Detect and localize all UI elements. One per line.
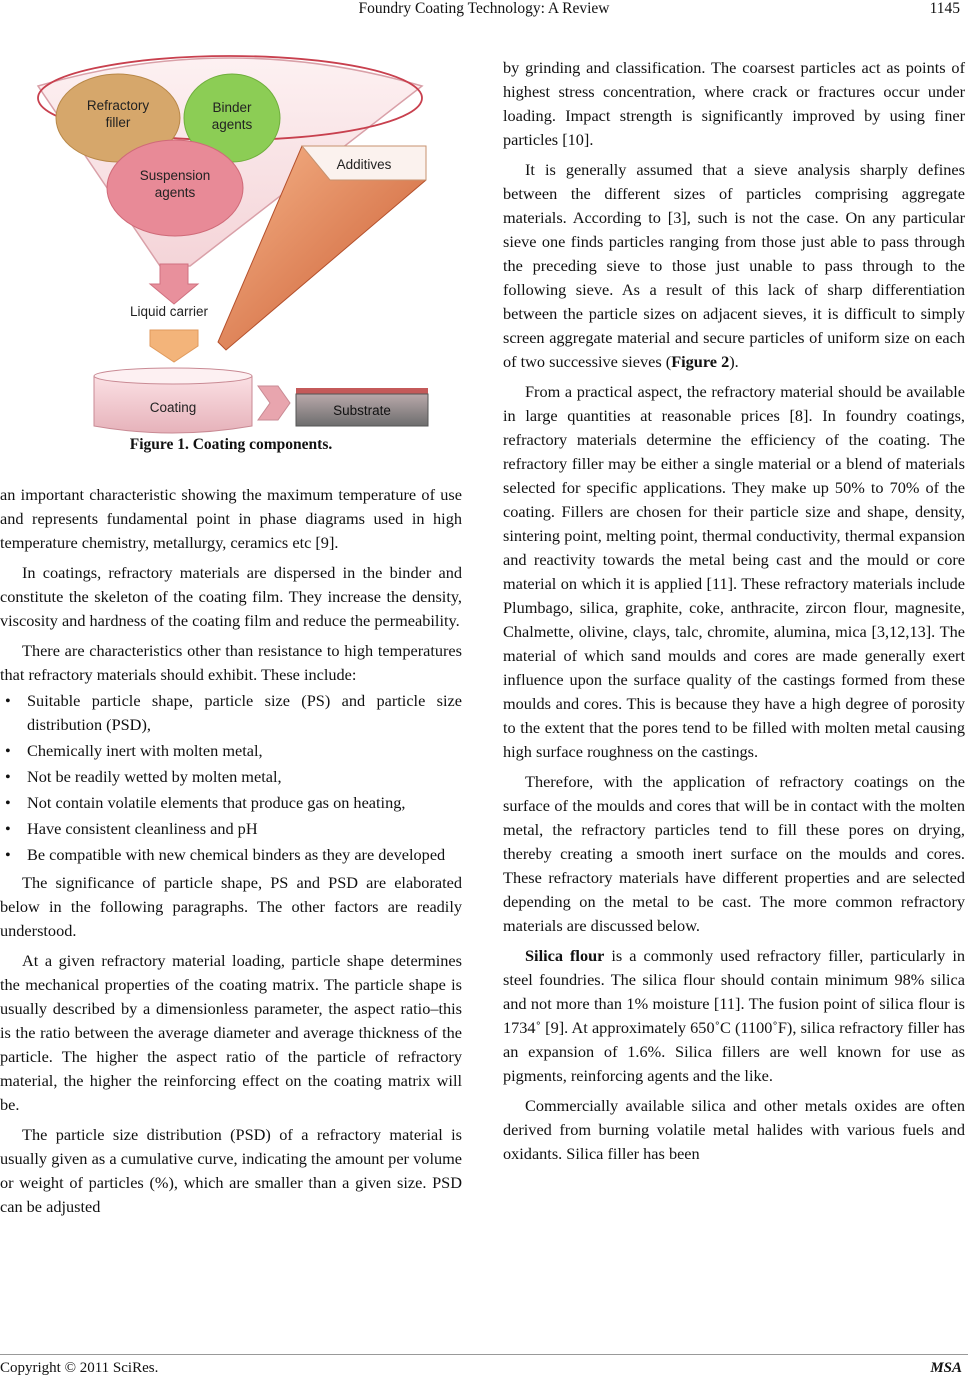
- substrate-label: Substrate: [333, 403, 391, 418]
- journal-abbreviation: MSA: [930, 1360, 962, 1376]
- right-paragraph-4: Therefore, with the application of refractory coatings on the surface of the moulds and cores that will be in contact with the molten metal, the refractory particles tend to fill these pores on drying, thereby creating a smooth inert surface on the moulds and cores. These refractory materials have different properties and are selected depending on the metal to be cast. The more common refractory materials are discussed below.: [503, 772, 965, 935]
- binder-label-line1: Binder: [212, 100, 252, 115]
- silica-flour-term: Silica flour: [525, 946, 605, 965]
- bullet-icon: •: [5, 845, 11, 864]
- figure-coating-components: [30, 38, 440, 436]
- copyright-notice: Copyright © 2011 SciRes.: [0, 1360, 159, 1376]
- left-column: [0, 483, 462, 1219]
- svg-text:Refractory: [87, 98, 150, 113]
- running-title: Foundry Coating Technology: A Review: [358, 0, 610, 17]
- right-column: [503, 56, 965, 1166]
- svg-text:agents: [212, 117, 253, 132]
- right-paragraph-2: It is generally assumed that a sieve analysis sharply defines between the different sizes of particles comprising aggregate materials. According to [3], such is not the case. On any particular sieve one finds particles ranging from those just able to pass through the preceding sieve to those just unable to pass through to the following sieve. As a result of this lack of sharp differentiation between the particle sizes on adjacent sieves, it is difficult to simply screen aggregate material and secure particles of uniform size on each of two successive sieves (Figure 2).: [503, 160, 965, 371]
- left-paragraph-2: In coatings, refractory materials are dispersed in the binder and constitute the skeleton of the coating film. They increase the density, viscosity and hardness of the coating film and reduce the permeability.: [0, 563, 462, 630]
- coating-label: Coating: [149, 400, 197, 415]
- right-paragraph-1: by grinding and classification. The coarsest particles act as points of highest stress concentration, where crack or fractures occur under loading. Impact strength is significantly improved by using finer particles [10].: [503, 58, 965, 149]
- right-paragraph-6: Commercially available silica and other metals oxides are often derived from burning volatile metal halides with various fuels and oxidants. Silica filler has been: [503, 1096, 965, 1163]
- list-item: • Suitable particle shape, particle size (PS) and particle size distribution (PSD),: [5, 691, 462, 734]
- right-paragraph-3: From a practical aspect, the refractory material should be available in large quantities at reasonable prices [8]. In foundry coatings, refractory materials determine the efficiency of the coating. The refractory filler may be either a single material or a blend of materials selected for specific applications. They make up 50% to 70% of the coating. Fillers are chosen for their particle size and shape, density, sintering point, melting point, thermal conductivity, thermal expansion and reactivity towards the metal being cast and the mould or core material on which it is applied [11]. These refractory materials include Plumbago, silica, graphite, coke, anthracite, zircon flour, magnesite, Chalmette, olivine, clays, talc, chromite, alumina, mica [3,12,13]. The material of which sand moulds and cores are made generally exert influence upon the surface quality of the castings formed from these moulds and cores. This is because they have a high degree of porosity to the extent that the pores tend to be filled with molten metal causing high surface roughness on the castings.: [503, 382, 965, 761]
- list-item: • Have consistent cleanliness and pH: [0, 817, 462, 841]
- list-item: • Not be readily wetted by molten metal,: [0, 765, 462, 789]
- bullet-icon: •: [5, 793, 11, 812]
- right-arrow: [258, 386, 290, 420]
- refractory-label-line1: Refractory: [86, 98, 150, 113]
- page-header: [0, 0, 968, 30]
- left-paragraph-1: an important characteristic showing the maximum temperature of use and represents fundamental point in phase diagrams used in high temperature chemistry, metallurgy, ceramics etc [9].: [0, 485, 462, 552]
- suspension-label-line2: agents: [154, 185, 196, 200]
- bullet-icon: •: [5, 819, 11, 838]
- bullet-icon: •: [5, 767, 11, 786]
- figure-2-reference[interactable]: Figure 2: [671, 352, 730, 371]
- list-item: • Not contain volatile elements that produce gas on heating,: [0, 791, 462, 815]
- refractory-characteristics-list: [0, 689, 462, 867]
- refractory-label-line2: filler: [105, 115, 131, 130]
- right-paragraph-5: Silica flour is a commonly used refractory filler, particularly in steel foundries. The silica flour should contain minimum 98% silica and not more than 1% moisture [11]. The fusion point of silica flour is 1734˚ [9]. At approximately 650˚C (1100˚F), silica refractory filler has an expansion of 1.6%. Silica fillers are well known for use as pigments, reinforcing agents and the like.: [503, 946, 965, 1085]
- bullet-icon: •: [5, 741, 11, 760]
- additives-label: Additives: [336, 157, 392, 172]
- left-paragraph-6: The particle size distribution (PSD) of a refractory material is usually given as a cumulative curve, indicating the amount per volume or weight of particles (%), which are smaller than a given size. PSD can be adjusted: [0, 1125, 462, 1216]
- svg-text:Suspension: [140, 168, 211, 183]
- list-item: • Chemically inert with molten metal,: [0, 739, 462, 763]
- svg-text:Binder: [212, 100, 252, 115]
- bullet-icon: •: [5, 691, 11, 710]
- suspension-label-line1: Suspension: [139, 168, 211, 183]
- left-paragraph-4: The significance of particle shape, PS and PSD are elaborated below in the following paragraphs. The other factors are readily understood.: [0, 873, 462, 940]
- coating-components-diagram: [30, 38, 440, 436]
- binder-label-line2: agents: [211, 117, 253, 132]
- liquid-carrier-label: Liquid carrier: [130, 304, 209, 319]
- down-arrow-2: [150, 330, 198, 362]
- left-paragraph-5: At a given refractory material loading, particle shape determines the mechanical properties of the coating matrix. The particle shape is usually described by a dimensionless parameter, the aspect ratio–this is the ratio between the average diameter and average thickness of the particle. The higher the aspect ratio of the particle of refractory material, the higher the reinforcing effect on the coating matrix will be.: [0, 951, 462, 1114]
- footer-divider: [0, 1354, 968, 1355]
- down-arrow-1: [150, 264, 198, 304]
- left-paragraph-3: There are characteristics other than resistance to high temperatures that refractory materials should exhibit. These include:: [0, 641, 462, 684]
- svg-text:agents: [155, 185, 196, 200]
- svg-text:filler: [106, 115, 131, 130]
- figure-caption: Figure 1. Coating components.: [129, 436, 333, 453]
- list-item: • Be compatible with new chemical binders as they are developed: [0, 843, 462, 867]
- page-number: 1145: [929, 0, 960, 17]
